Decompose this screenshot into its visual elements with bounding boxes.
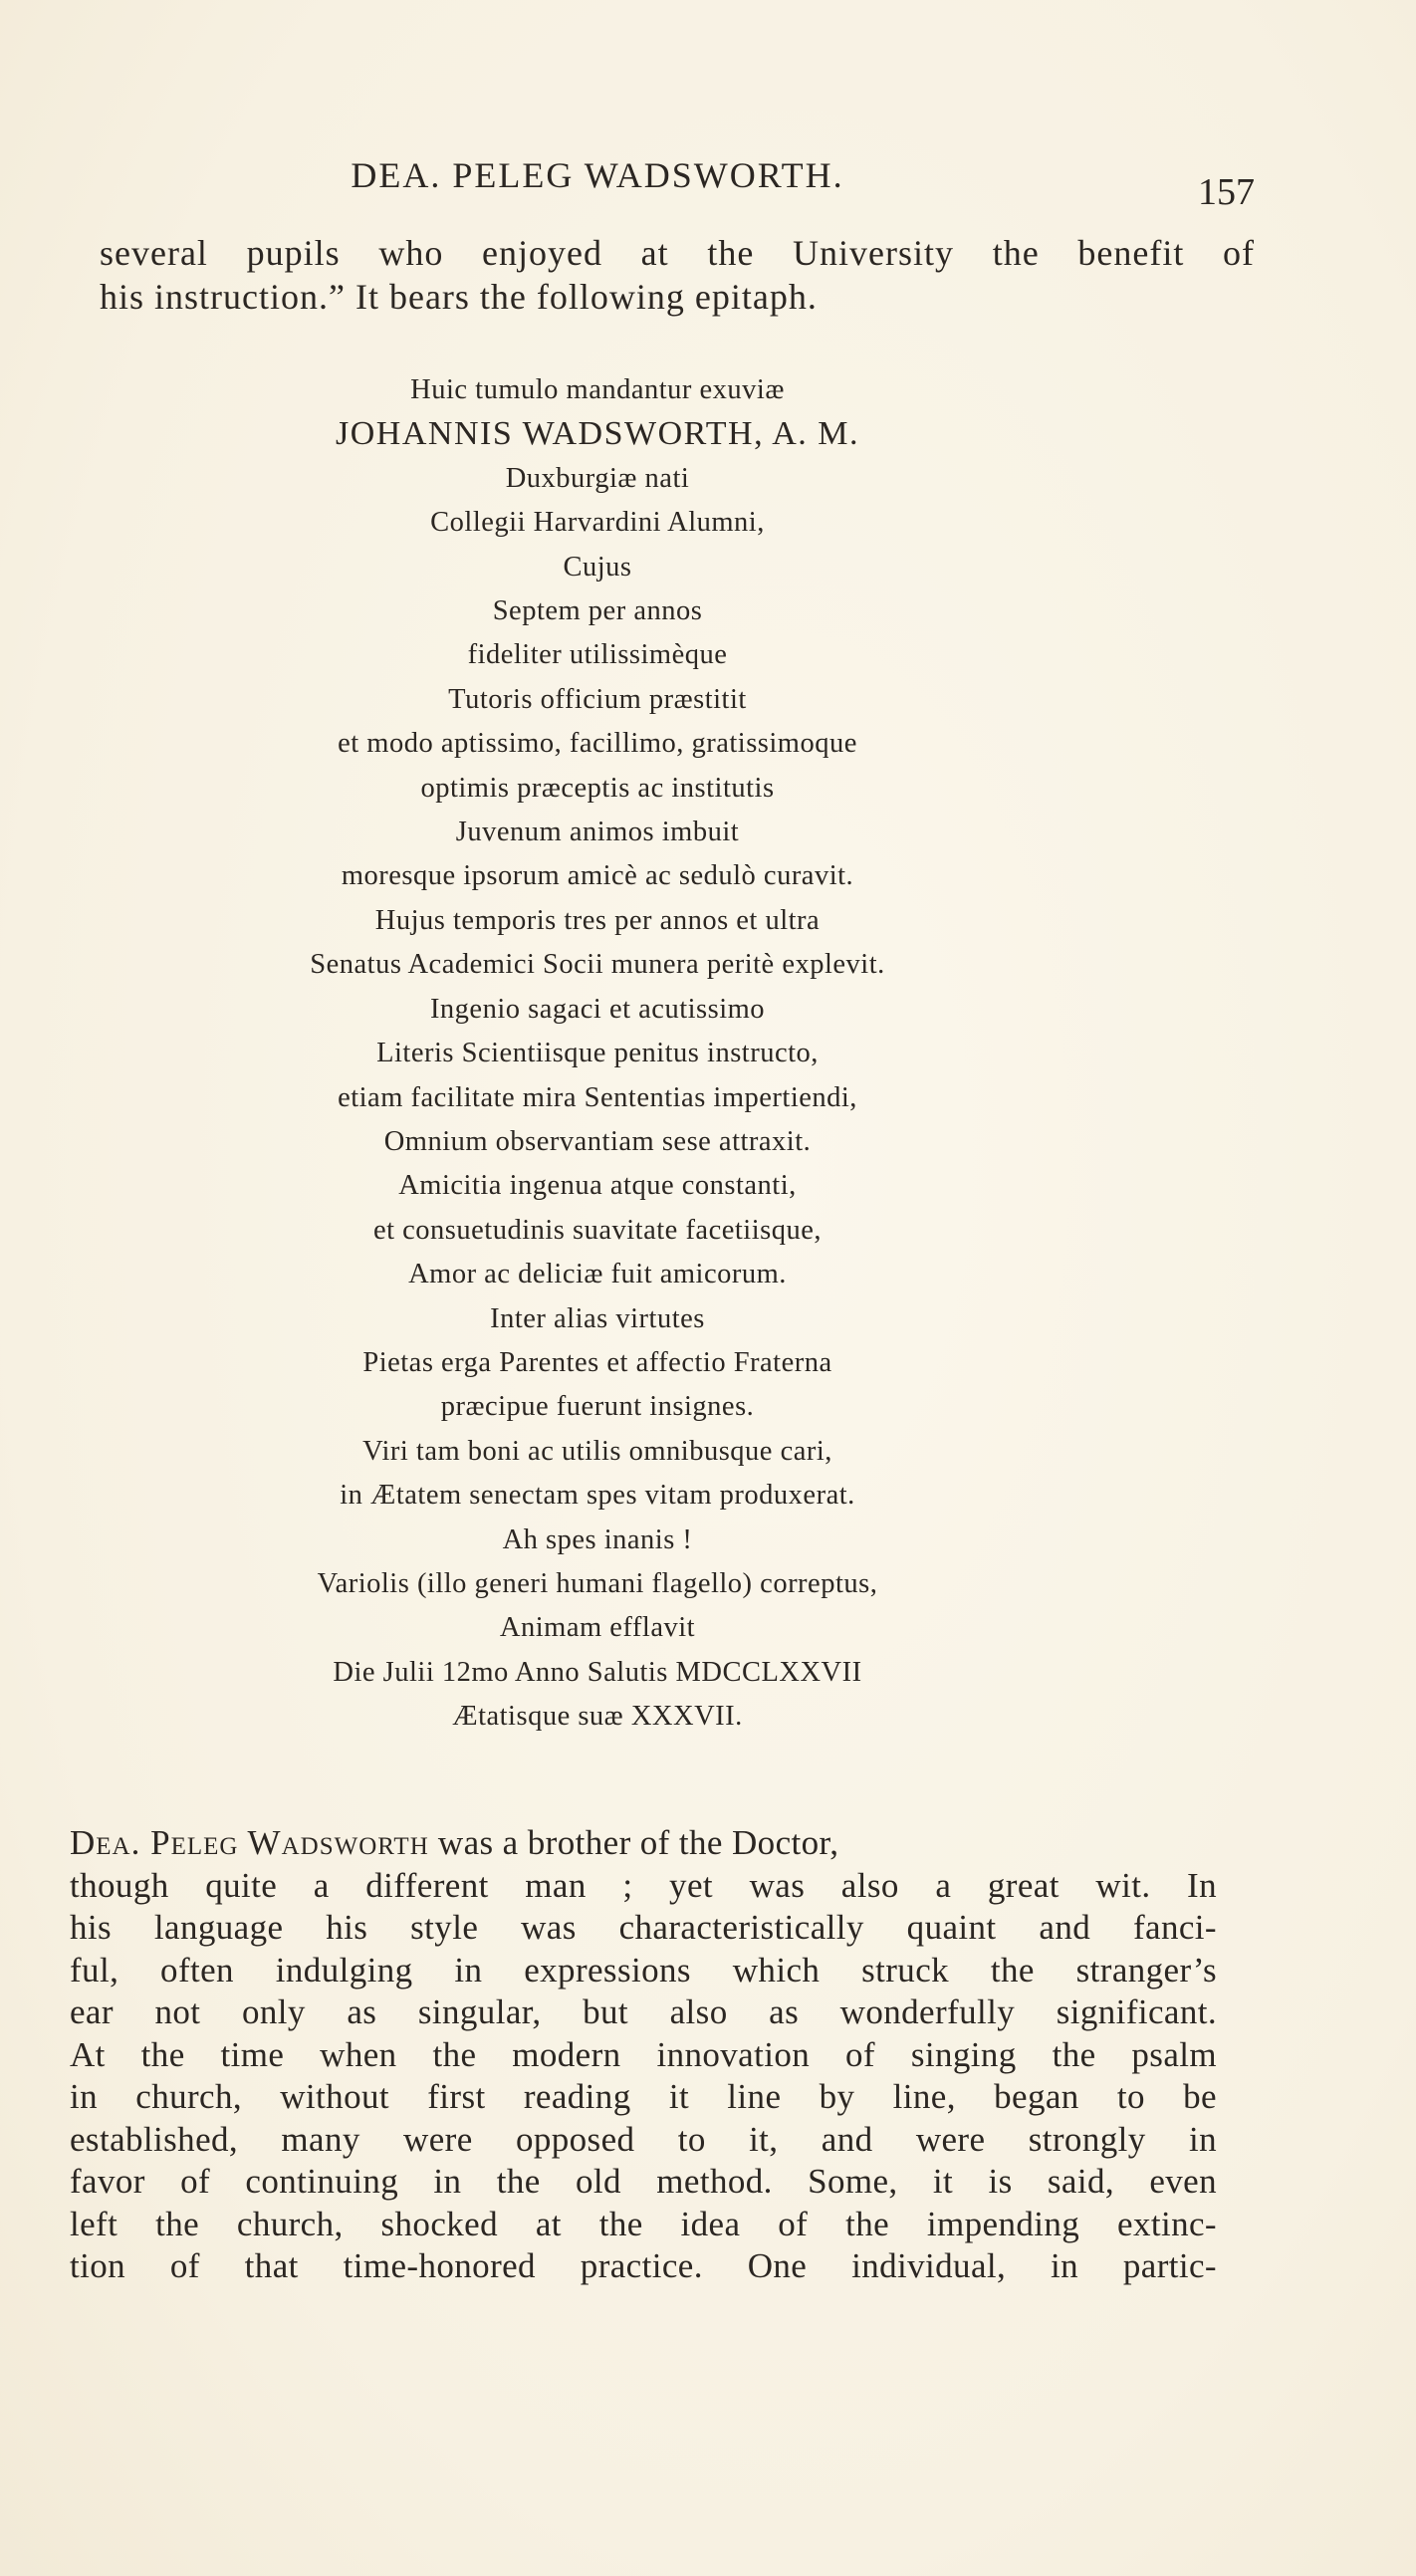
body-line: left the church, shocked at the idea of the impending extinc- <box>70 2204 1217 2243</box>
body-paragraph <box>70 1822 1217 2288</box>
epitaph-line: Septem per annos <box>492 595 703 627</box>
epitaph-line: Amor ac deliciæ fuit amicorum. <box>408 1259 787 1290</box>
epitaph-line: in Ætatem senectam spes vitam produxerat. <box>340 1480 855 1512</box>
body-line <box>70 1822 1217 1865</box>
epitaph-line: Ingenio sagaci et acutissimo <box>429 993 766 1025</box>
body-line: tion of that time-honored practice. One individual, in partic- <box>70 2246 1217 2285</box>
body-line: established, many were opposed to it, and were strongly in <box>70 2119 1217 2159</box>
epitaph-line: Ah spes inanis ! <box>502 1523 693 1555</box>
epitaph-name-line: JOHANNIS WADSWORTH, A. M. <box>336 415 859 453</box>
epitaph-line: Literis Scientiisque penitus instructo, <box>376 1038 819 1069</box>
epitaph-line: Collegii Harvardini Alumni, <box>430 507 765 539</box>
intro-line: several pupils who enjoyed at the University the benefit of <box>100 233 1255 273</box>
epitaph-line: Animam efflavit <box>499 1612 696 1644</box>
epitaph-line: optimis præceptis ac institutis <box>420 772 775 804</box>
epitaph-line: Duxburgiæ nati <box>505 462 690 494</box>
running-title: DEA. PELEG WADSWORTH. <box>351 155 844 195</box>
running-head <box>100 154 1255 214</box>
intro-text <box>100 231 1255 319</box>
epitaph-line: et consuetudinis suavitate facetiisque, <box>372 1214 823 1246</box>
epitaph-line: Omnium observantiam sese attraxit. <box>383 1125 812 1157</box>
page-number: 157 <box>1198 171 1255 213</box>
epitaph-line: Tutoris officium præstitit <box>448 683 747 715</box>
epitaph-line: Die Julii 12mo Anno Salutis MDCCLXXVII <box>333 1656 862 1688</box>
epitaph-line: Inter alias virtutes <box>490 1302 705 1334</box>
body-line: At the time when the modern innovation of singing the psalm <box>70 2034 1217 2074</box>
body-line: in church, without first reading it line by line, began to be <box>70 2077 1217 2116</box>
epitaph-line: Senatus Academici Socii munera peritè explevit. <box>310 949 885 981</box>
epitaph-line: Juvenum animos imbuit <box>455 817 740 848</box>
body-line: though quite a different man ; yet was also a great wit. In <box>70 1865 1217 1905</box>
body-line: ful, often indulging in expressions which struck the stranger’s <box>70 1950 1217 1990</box>
epitaph <box>100 368 1095 1740</box>
epitaph-line: et modo aptissimo, facillimo, gratissimoque <box>338 728 857 760</box>
body-line-rest: was a brother of the Doctor, <box>428 1823 839 1862</box>
epitaph-line: etiam facilitate mira Sententias impertiendi, <box>338 1081 857 1113</box>
epitaph-line: fideliter utilissimèque <box>467 639 728 671</box>
epitaph-line: Pietas erga Parentes et affectio Fraterna <box>362 1346 832 1378</box>
epitaph-line: Cujus <box>563 551 632 583</box>
epitaph-line: Huic tumulo mandantur exuviæ <box>410 374 785 405</box>
body-line: his language his style was characteristically quaint and fanci- <box>70 1908 1217 1947</box>
epitaph-line: moresque ipsorum amicè ac sedulò curavit. <box>341 860 854 892</box>
intro-line: his instruction.” It bears the following epitaph. <box>100 277 818 317</box>
body-line: ear not only as singular, but also as wonderfully significant. <box>70 1992 1217 2031</box>
epitaph-line: præcipue fuerunt insignes. <box>440 1391 755 1423</box>
epitaph-line: Ætatisque suæ XXXVII. <box>452 1701 743 1733</box>
body-line: favor of continuing in the old method. Some, it is said, even <box>70 2162 1217 2201</box>
lead-name: Dea. Peleg Wadsworth <box>70 1823 429 1862</box>
epitaph-line: Amicitia ingenua atque constanti, <box>398 1170 797 1202</box>
epitaph-line: Hujus temporis tres per annos et ultra <box>374 904 821 936</box>
epitaph-line: Viri tam boni ac utilis omnibusque cari, <box>362 1435 832 1467</box>
epitaph-line: Variolis (illo generi humani flagello) correptus, <box>317 1567 878 1599</box>
